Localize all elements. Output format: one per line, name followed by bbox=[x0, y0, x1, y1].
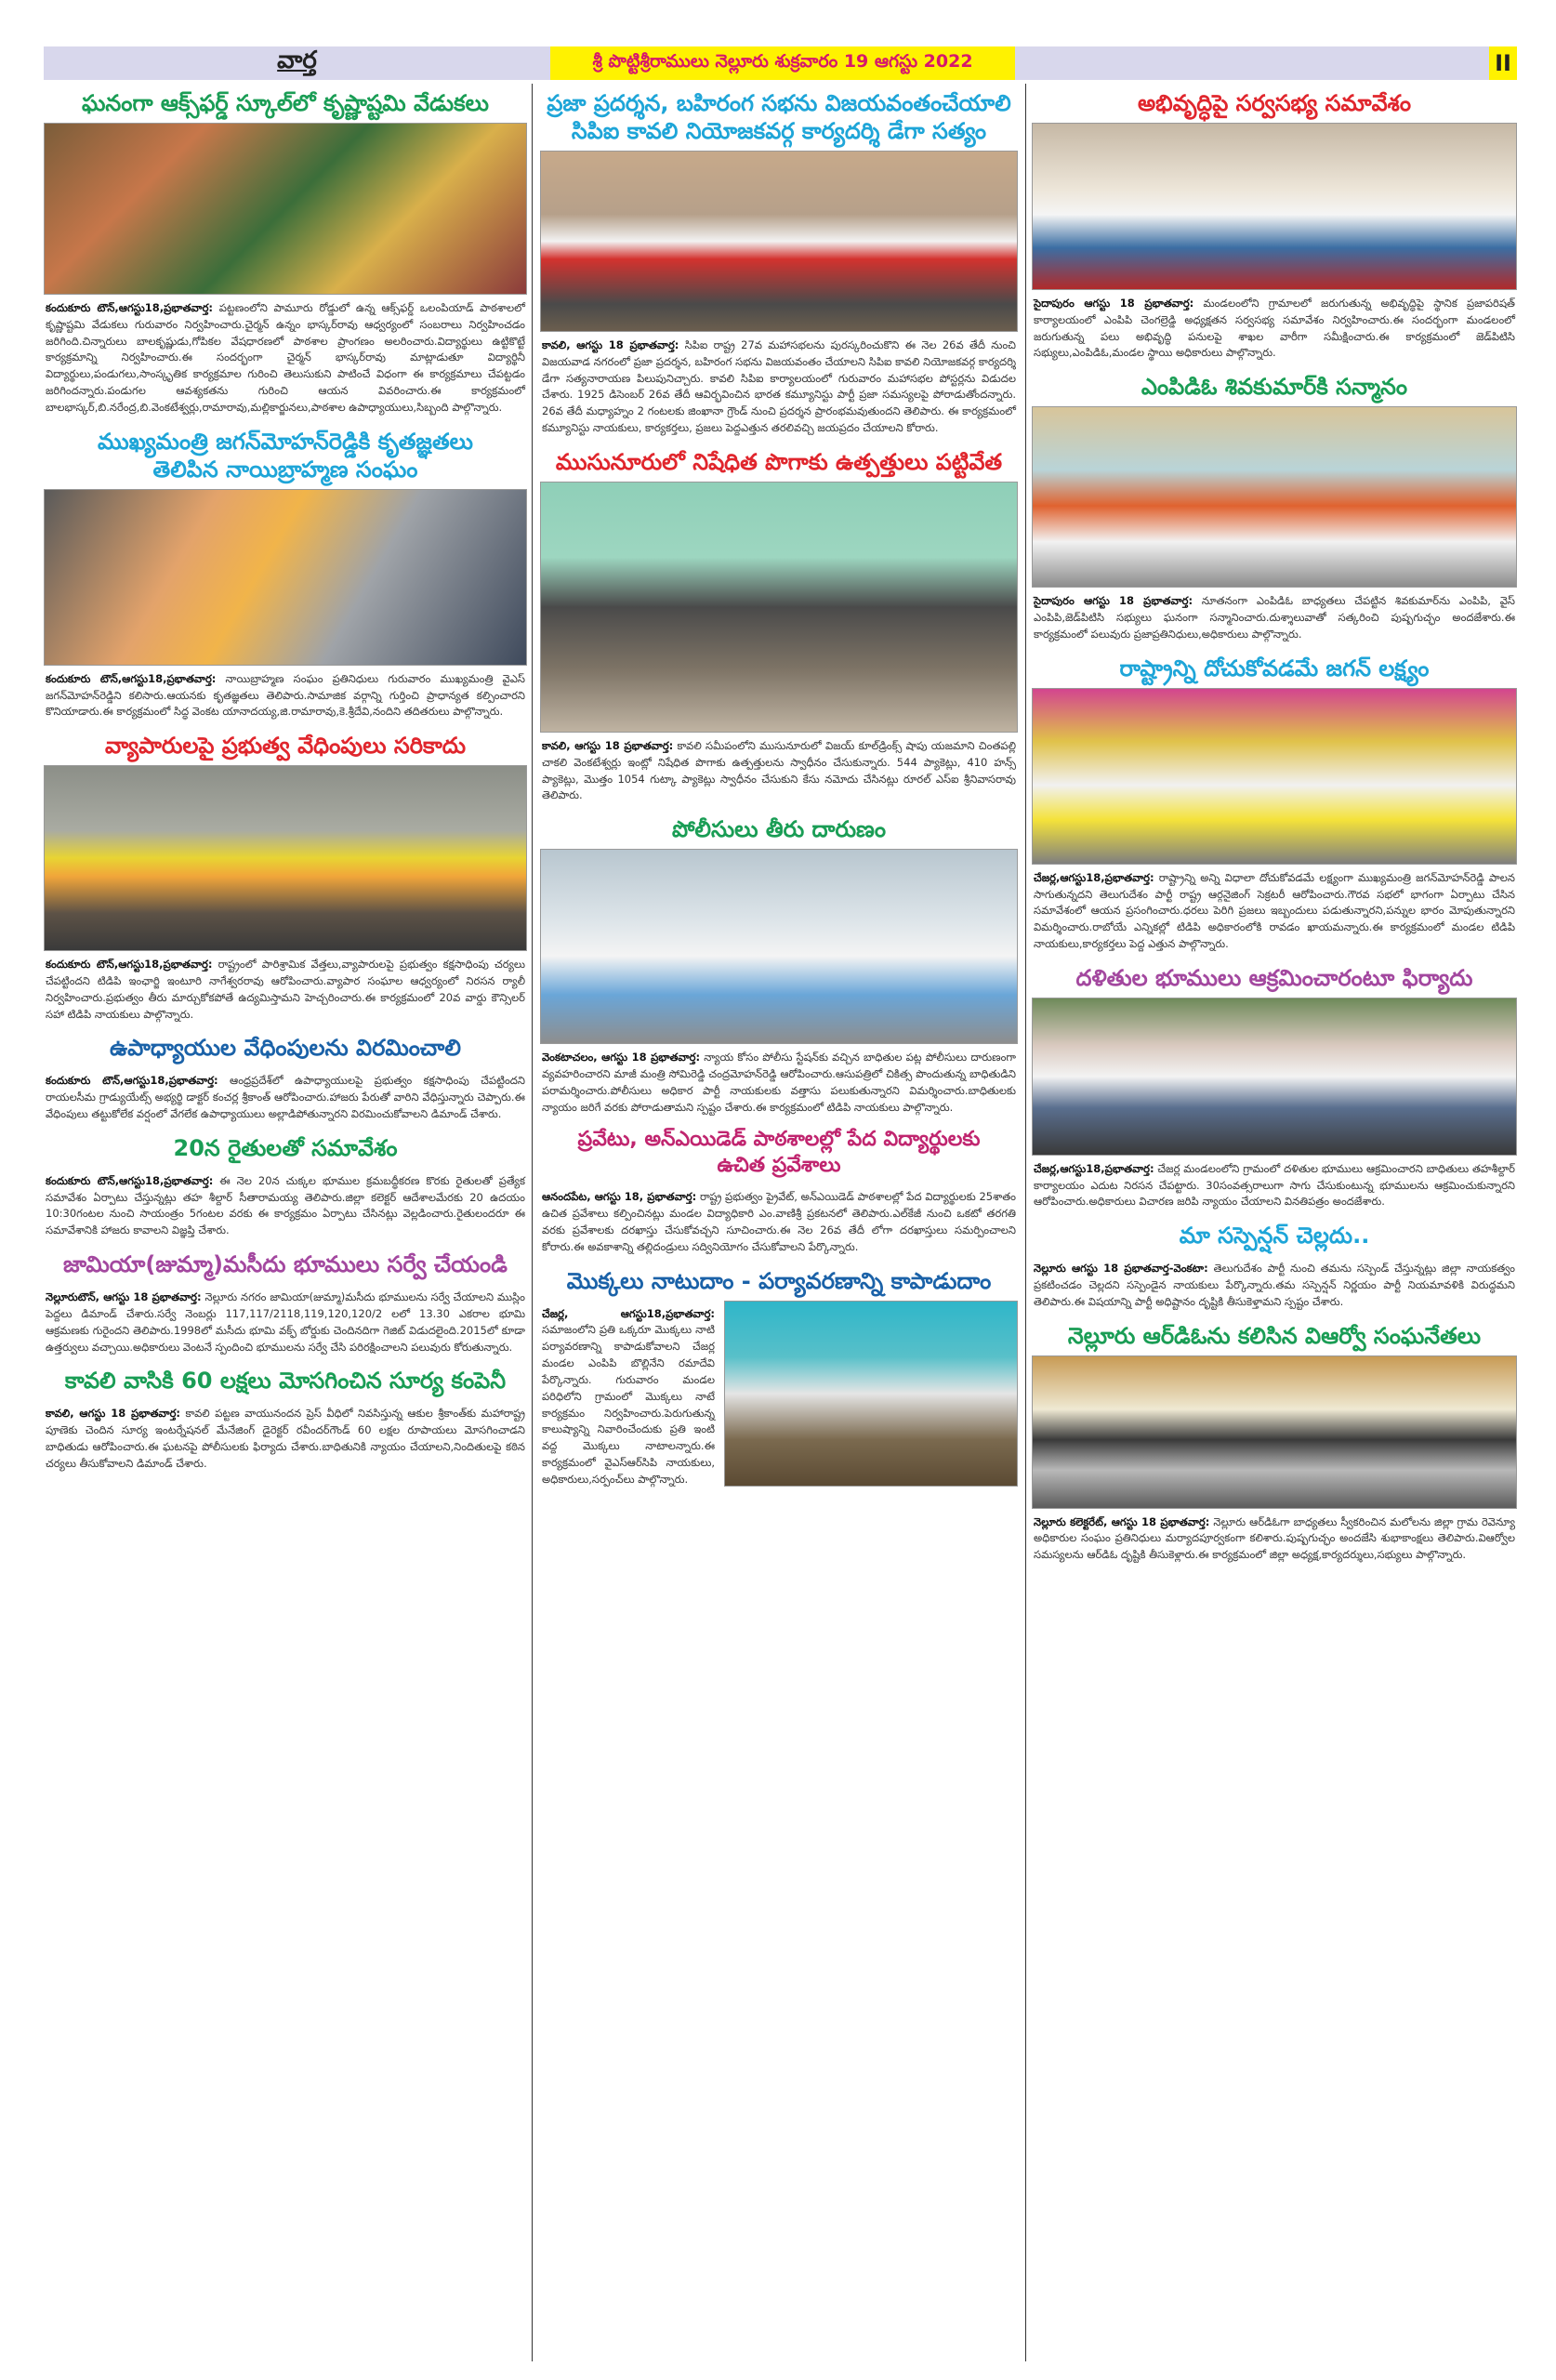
headline: పోలీసులు తీరు దారుణం bbox=[672, 816, 886, 843]
tobacco-seizure-photo bbox=[540, 482, 1018, 733]
headline bbox=[540, 1121, 1018, 1183]
article-tree-planting bbox=[540, 1262, 1018, 1494]
body-text: రాష్ట్రంలో పారిశ్రామిక వేత్తలు,వ్యాపారులపై ప్రభుత్వం కక్షసాధింపు చర్యలు చేపట్టిందని టిడిపి ఇంఛార్జి ఇంటూరి నాగేశ్వరరావు ఆరోపించారు.వ్యాపార సంఘాల ఆధ్వర్యంలో నిరసన ర్యాలీ నిర్వహించారు.ప్రభుత్వం తీరు మార్చుకోకపోతే ఉద్యమిస్తామని హెచ్చరించారు.ఈ కార్యక్రమంలో 20వ వార్డు కౌన్సిలర్ సహా టిడిపి నాయకులు పాల్గొన్నారు. bbox=[46, 958, 525, 1021]
article-vro-association bbox=[1032, 1316, 1517, 1569]
dateline: కందుకూరు టౌన్,ఆగస్టు18,ప్రభాతవార్త: bbox=[46, 958, 213, 972]
article-body bbox=[44, 666, 527, 726]
body-text: ఈ నెల 20న చుక్కల భూముల క్రమబద్ధీకరణ కొరకు రైతులతో ప్రత్యేక సమావేశం ఏర్పాటు చేస్తున్నట్లు తహ శీల్దార్ సీతారామయ్య తెలిపారు.జిల్లా కలెక్టర్ ఆదేశాలమేరకు 20 ఉదయం 10:30గంటల నుంచి సాయంత్రం 5గంటల వరకు ఈ కార్యక్రమం ఏర్పాటు చేసినట్లు వెల్లడించారు.రైతులందరూ ఈ సమావేశానికి హాజరు కావాలని విజ్ఞప్తి చేశారు. bbox=[46, 1173, 525, 1237]
body-text: తెలుగుదేశం పార్టీ నుంచి తమను సస్పెండ్ చేస్తున్నట్లు జిల్లా నాయకత్వం ప్రకటించడం చెల్లదని సస్పెండైన నాయకులు పేర్కొన్నారు.తమ సస్పెన్షన్ నిర్ణయం పార్టీ నియమావళికి విరుద్ధమని తెలిపారు.ఈ విషయాన్ని పార్టీ అధిష్టానం దృష్టికి తీసుకెళ్తామని స్పష్టం చేశారు. bbox=[1034, 1262, 1516, 1308]
dateline: కందుకూరు టౌన్,ఆగస్టు18,ప్రభాతవార్త: bbox=[46, 1173, 214, 1187]
general-body-meeting-photo bbox=[1032, 123, 1517, 290]
article-body bbox=[1032, 290, 1517, 367]
body-text: నాయిబ్రాహ్మణ సంఘం ప్రతినిధులు గురువారం ముఖ్యమంత్రి వైఎస్ జగన్‌మోహన్‌రెడ్డిని కలిసారు.ఆయనకు కృతజ్ఞతలు తెలిపారు.సామాజిక వర్గాన్ని గుర్తించి ప్రాధాన్యత కల్పించారని కొనియాడారు.ఈ కార్యక్రమంలో సిద్ధ వెంకట యానాదయ్య,జి.రామారావు,కె.శ్రీదేవి,నందిని తదితరులు పాల్గొన్నారు. bbox=[46, 671, 525, 719]
article-body bbox=[44, 1284, 527, 1361]
body-text: కావలి పట్టణ వాయునందన ప్రెస్ వీధిలో నివసిస్తున్న ఆకుల శ్రీకాంత్‌కు మహారాష్ట్ర పూణెకు చెందిన సూర్య ఇంటర్నేషనల్ మేనేజింగ్ డైరెక్టర్ రవీందర్‌గౌండ్ 60 లక్షల రూపాయలు మోసగించాడని బాధితుడు ఆరోపించారు.ఈ ఘటనపై పోలీసులకు ఫిర్యాదు చేశారు.బాధితునికి న్యాయం చేయాలని,నిందితులపై కఠిన చర్యలు తీసుకోవాలని డిమాండ్ చేశారు. bbox=[46, 1407, 525, 1470]
headline: ముసునూరులో నిషేధిత పొగాకు ఉత్పత్తులు పట్టివేత bbox=[555, 448, 1003, 475]
dateline: సైదాపురం ఆగస్టు 18 ప్రభాతవార్త: bbox=[1034, 594, 1193, 608]
body-text: కావలి సమీపంలోని ముసునూరులో విజయ్ కూల్‌డ్రింక్స్ షాపు యజమాని చింతపల్లి చాకలి వెంకటేశ్వర్లు ఇంట్లో నిషేధిత పొగాకు ఉత్పత్తులను స్వాధీనం చేసుకున్నారు. 544 ప్యాకెట్లు, 410 హన్స్ ప్యాకెట్లు, మొత్తం 1054 గుట్కా ప్యాకెట్లు స్వాధీనం చేసుకుని కేసు నమోదు చేసినట్లు రూరల్ ఎస్ఐ శ్రీనివాసరావు తెలిపారు. bbox=[542, 738, 1016, 802]
article-body bbox=[540, 332, 1018, 443]
tdp-meeting-photo bbox=[1032, 688, 1517, 865]
dateline: వెంకటాచలం, ఆగస్టు 18 ప్రభాతవార్త: bbox=[542, 1051, 701, 1064]
dateline: కందుకూరు టౌన్,ఆగస్టు18,ప్రభాతవార్త: bbox=[46, 1074, 218, 1088]
headline: ఘనంగా ఆక్స్‌ఫర్డ్ స్కూల్‌లో కృష్ణాష్టమి వేడుకలు bbox=[82, 90, 489, 116]
dateline: చేజర్ల, ఆగస్టు18,ప్రభాతవార్త: bbox=[542, 1306, 715, 1320]
headline: రాష్ట్రాన్ని దోచుకోవడమే జగన్ లక్ష్యం bbox=[1119, 654, 1430, 681]
article-mpdo-felicitation bbox=[1032, 367, 1517, 648]
article-nayi-brahmana bbox=[44, 422, 527, 726]
dateline: నెల్లూరుటౌన్, ఆగస్టు 18 ప్రభాతవార్త: bbox=[46, 1290, 202, 1304]
article-dalit-lands bbox=[1032, 959, 1517, 1216]
body-text: సిపిఐ రాష్ట్ర 27వ మహాసభలను పురస్కరించుకొని ఈ నెల 26వ తేదీ నుంచి విజయవాడ నగరంలో ప్రజా ప్రదర్శన, బహిరంగ సభను విజయవంతం చేయాలని సిపిఐ కావలి నియోజకవర్గ కార్యదర్శి డేగా సత్యనారాయణ పిలుపునిచ్చారు. కావలి సిపిఐ కార్యాలయంలో గురువారం మహాసభల పోస్టర్లను విడుదల చేశారు. 1925 డిసెంబర్ 26వ తేదీ ఆవిర్భవించిన భారత కమ్యూనిస్టు పార్టీ ప్రజా సమస్యలపై పోరాడుతోందన్నారు. 26వ తేదీ మధ్యాహ్నం 2 గంటలకు జింఖానా గ్రౌండ్ నుంచి ప్రదర్శన ప్రారంభమవుతుందని తెలిపారు. ఈ కార్యక్రమంలో కమ్యూనిస్టు నాయకులు, కార్యకర్తలు, ప్రజలు పెద్దఎత్తున తరలివచ్చి జయప్రదం చేయాలని కోరారు. bbox=[542, 338, 1017, 435]
article-farmers-meeting bbox=[44, 1129, 527, 1245]
headline-line-2: తెలిపిన నాయిబ్రాహ్మణ సంఘం bbox=[152, 456, 418, 483]
body-text: నూతనంగా ఎంపిడిఓ బాధ్యతలు చేపట్టిన శివకుమార్‌ను ఎంపిపి, వైస్ ఎంపిపి,జెడ్‌పిటిసి సభ్యులు ఘనంగా సన్మానించారు.దుశ్శాలువాతో సత్కరించి పుష్పగుచ్ఛం అందజేశారు.ఈ కార్యక్రమంలో పలువురు ప్రజాప్రతినిధులు,అధికారులు పాల్గొన్నారు. bbox=[1034, 594, 1515, 641]
headline-line-1: ప్రజా ప్రదర్శన, బహిరంగ సభను విజయవంతంచేయాలి bbox=[547, 90, 1011, 116]
article-body bbox=[1032, 588, 1517, 648]
nayi-brahmana-photo bbox=[44, 489, 527, 666]
hospital-visit-photo bbox=[540, 849, 1018, 1044]
article-general-body bbox=[1032, 84, 1517, 367]
headline-line-2: ఉచిత ప్రవేశాలు bbox=[717, 1153, 841, 1177]
body-text: నెల్లూరు నగరం జామియా(జుమ్మా)మసీదు భూములను సర్వే చేయాలని ముస్లిం పెద్దలు డిమాండ్ చేశారు.సర్వే నెంబర్లు 117,117/2118,119,120,120/2 లలో 13.30 ఎకరాల భూమి ఆక్రమణకు గురైందని తెలిపారు.1998లో మసీదు భూమి వక్ఫ్ బోర్డుకు చెందినదిగా గెజిట్ విడుదలైంది.2015లో కూడా ఉత్తర్వులు వచ్చాయి.అధికారులు వెంటనే స్పందించి భూములను సర్వే చేసి పరిరక్షించాలని పలువురు కోరుతున్నారు. bbox=[46, 1290, 526, 1354]
article-body bbox=[1032, 1509, 1517, 1569]
dateline: సైదాపురం ఆగస్టు 18 ప్రభాతవార్త: bbox=[1034, 297, 1194, 310]
body-text: రాష్ట్ర ప్రభుత్వం ప్రైవేట్, అన్‌ఎయిడెడ్ పాఠశాలల్లో పేద విద్యార్థులకు 25శాతం ఉచిత ప్రవేశాలు కల్పించినట్లు మండల విద్యాధికారి ఎం.వాణిశ్రీ ప్రకటనలో తెలిపారు.ఎల్‌కేజీ నుంచి ఒకటో తరగతి వరకు ప్రవేశాలకు దరఖాస్తు చేసుకోవచ్చని సూచించారు.ఈ నెల 26వ తేదీ లోగా దరఖాస్తులు సమర్పించాలని కోరారు.ఈ అవకాశాన్ని తల్లిదండ్రులు సద్వినియోగం చేసుకోవాలని పేర్కొన్నారు. bbox=[542, 1190, 1016, 1253]
vro-association-photo bbox=[1032, 1355, 1517, 1509]
article-body bbox=[1032, 1156, 1517, 1216]
cpi-poster-photo bbox=[540, 151, 1018, 332]
tree-planting-photo bbox=[724, 1301, 1018, 1487]
body-text: చేజర్ల మండలంలోని గ్రామంలో దళితుల భూములు ఆక్రమించారని బాధితులు తహశీల్దార్ కార్యాలయం ఎదుట నిరసన చేపట్టారు. 30సంవత్సరాలుగా సాగు చేసుకుంటున్న భూములను ఆక్రమించుకున్నారని ఆరోపించారు.అధికారులు విచారణ జరిపి న్యాయం చేయాలని వినతిపత్రం అందజేశారు. bbox=[1034, 1161, 1515, 1209]
dateline: నెల్లూరు ఆగస్టు 18 ప్రభాతవార్త-వెంకటా: bbox=[1034, 1262, 1208, 1276]
dalit-protest-photo bbox=[1032, 998, 1517, 1156]
article-body bbox=[540, 733, 1018, 810]
headline bbox=[44, 422, 527, 489]
article-body bbox=[540, 1044, 1018, 1121]
body-text: రాష్ట్రాన్ని అన్ని విధాలా దోచుకోవడమే లక్ష్యంగా ముఖ్యమంత్రి జగన్‌మోహన్‌రెడ్డి పాలన సాగుతున్నదని తెలుగుదేశం పార్టీ రాష్ట్ర ఆర్గనైజింగ్ సెక్రటరీ ఆరోపించారు.గౌరవ సభలో భాగంగా ఏర్పాటు చేసిన సమావేశంలో ఆయన ప్రసంగించారు.ధరలు పెరిగి ప్రజలు ఇబ్బందులు పడుతున్నారని,పన్నుల భారం మోపుతున్నారని విమర్శించారు.రాబోయే ఎన్నికల్లో టిడిపి అధికారంలోకి రావడం ఖాయమన్నారు.ఈ కార్యక్రమంలో మండల టిడిపి నాయకులు,కార్యకర్తలు పెద్ద ఎత్తున పాల్గొన్నారు. bbox=[1034, 870, 1515, 950]
headline: అభివృద్ధిపై సర్వసభ్య సమావేశం bbox=[1137, 90, 1412, 116]
traders-rally-photo bbox=[44, 765, 527, 951]
article-body bbox=[44, 1400, 527, 1477]
headline: కావలి వాసికి 60 లక్షలు మోసగించిన సూర్య కంపెనీ bbox=[64, 1368, 507, 1395]
article-teachers bbox=[44, 1028, 527, 1128]
headline: నెల్లూరు ఆర్‌డిఓను కలిసిన విఆర్వో సంఘనేతలు bbox=[1067, 1322, 1482, 1349]
headline: మొక్కలు నాటుదాం - పర్యావరణాన్ని కాపాడుదాం bbox=[566, 1267, 992, 1294]
body-text: మండలంలోని గ్రామాలలో జరుగుతున్న అభివృద్ధిపై స్థానిక ప్రజాపరిషత్ కార్యాలయంలో ఎంపిపి చెంగల్రెడ్డి అధ్యక్షతన సర్వసభ్య సమావేశం నిర్వహించారు.ఈ సందర్భంగా మండలంలో జరుగుతున్న పలు అభివృద్ధి పనులపై శాఖల వారీగా సమీక్షించారు.ఈ కార్యక్రమంలో జెడ్‌పిటిసి సభ్యులు,ఎంపిడిఓ,మండల స్థాయి అధికారులు పాల్గొన్నారు. bbox=[1034, 297, 1515, 360]
body-text: పట్టణంలోని పామూరు రోడ్డులో ఉన్న ఆక్స్‌ఫర్డ్ ఒలంపియాడ్ పాఠశాలలో కృష్ణాష్టమి వేడుకలు గురువారం నిర్వహించారు.చైర్మన్ ఉన్నం భాస్కర్‌రావు ఆధ్వర్యంలో సంబరాలు నిర్వహించడం జరిగింది.చిన్నారులు బాలకృష్ణుడు,గోపికల వేషధారణలో పాఠశాల ప్రాంగణం అలరించారు.విద్యార్థులు ఉట్టికొట్టే కార్యక్రమాన్ని నిర్వహించారు.ఈ సందర్భంగా చైర్మన్ భాస్కర్‌రావు మాట్లాడుతూ విద్యార్థినీ విద్యార్థులు,పండుగలు,సాంస్కృతిక కార్యక్రమాల గురించి తెలుసుకుని పాటించే విధంగా ఈ కార్యక్రమాలు చేపట్టడం జరిగిందన్నారు.పండుగల ఆవశ్యకతను గురించి ఆయన వివరించారు.ఈ కార్యక్రమంలో బాలభాస్కర్,బి.నరేంద్ర,బి.వెంకటేశ్వర్లు,రామారావు,మల్లికార్జునలు,పాఠశాల ఉపాధ్యాయులు,సిబ్బంది పాల్గొన్నారు. bbox=[46, 301, 525, 414]
article-krishnashtami bbox=[44, 84, 527, 422]
dateline: చేజర్ల,ఆగస్టు18,ప్రభాతవార్త: bbox=[1034, 1161, 1154, 1175]
dateline: ఆనందపేట, ఆగస్టు 18, ప్రభాతవార్త: bbox=[542, 1190, 697, 1204]
headline: మా సస్పెన్షన్ చెల్లదు.. bbox=[1179, 1223, 1370, 1250]
body-text: సమాజంలోని ప్రతి ఒక్కరూ మొక్కలు నాటి పర్యావరణాన్ని కాపాడుకోవాలని చేజర్ల మండల ఎంపిపి బొల్లినేని రమాదేవి పేర్కొన్నారు. గురువారం మండల పరిధిలోని గ్రామంలో మొక్కలు నాటే కార్యక్రమం నిర్వహించారు.పెరుగుతున్న కాలుష్యాన్ని నివారించేందుకు ప్రతి ఇంటి వద్ద మొక్కలు నాటాలన్నారు.ఈ కార్యక్రమంలో వైఎస్ఆర్‌సిపి నాయకులు, అధికారులు,సర్పంచ్‌లు పాల్గొన్నారు. bbox=[542, 1323, 715, 1486]
dateline: కావలి, ఆగస్టు 18 ప్రభాతవార్త: bbox=[542, 338, 679, 351]
body-text: న్యాయ కోసం పోలీసు స్టేషన్‌కు వచ్చిన బాధితుల పట్ల పోలీసులు దారుణంగా వ్యవహరించారని మాజీ మంత్రి సోమిరెడ్డి చంద్రమోహన్‌రెడ్డి ఆరోపించారు.ఆసుపత్రిలో చికిత్స పొందుతున్న బాధితుడిని పరామర్శించారు.పోలీసులు అధికార పార్టీ నాయకులకు వత్తాసు పలుకుతున్నారని విమర్శించారు.బాధితులకు న్యాయం జరిగే వరకు పోరాడుతామని స్పష్టం చేశారు.ఈ కార్యక్రమంలో టిడిపి నాయకులు పాల్గొన్నారు. bbox=[542, 1051, 1016, 1114]
column-right bbox=[1032, 84, 1517, 2361]
headline-line-1: ప్రవేటు, అన్‌ఎయిడెడ్ పాఠశాలల్లో పేద విద్యార్థులకు bbox=[577, 1128, 981, 1152]
article-tobacco-seizure bbox=[540, 443, 1018, 810]
dateline: కందుకూరు టౌన్,ఆగస్టు18,ప్రభాతవార్త: bbox=[46, 671, 217, 685]
article-body bbox=[1032, 1255, 1517, 1316]
headline: ఎంపిడిఓ శివకుమార్‌కి సన్మానం bbox=[1141, 374, 1408, 401]
body-text: ఆంధ్రప్రదేశ్‌లో ఉపాధ్యాయులపై ప్రభుత్వం కక్షసాధింపు చేపట్టిందని రాయలసీమ గ్రాడ్యుయేట్స్ అభ్యర్థి డాక్టర్ కంచర్ల శ్రీకాంత్ ఆరోపించారు.హాజరు పేరుతో వారిని వేధిస్తున్నారు చెప్పారు.ఈ వేధింపులు తట్టుకోలేక వర్షంలో వేగలేక ఉపాధ్యాయులు అల్లాడిపోతున్నారని విరమించుకోవాలని డిమాండ్ చేశారు. bbox=[46, 1074, 525, 1120]
headline bbox=[540, 84, 1018, 151]
article-surya-company bbox=[44, 1361, 527, 1477]
article-body bbox=[44, 1067, 527, 1128]
article-cpi-rally bbox=[540, 84, 1018, 443]
newspaper-logo: వార్త bbox=[277, 46, 317, 74]
page-number: II bbox=[1489, 46, 1517, 80]
column-left bbox=[44, 84, 527, 2361]
article-masjid-lands bbox=[44, 1245, 527, 1361]
felicitation-photo bbox=[1032, 406, 1517, 588]
article-body bbox=[44, 951, 527, 1028]
krishnashtami-photo bbox=[44, 123, 527, 295]
article-body bbox=[44, 295, 527, 422]
headline: వ్యాపారులపై ప్రభుత్వ వేధింపులు సరికాదు bbox=[104, 733, 467, 760]
dateline: చేజర్ల,ఆగస్టు18,ప్రభాతవార్త: bbox=[1034, 870, 1154, 884]
masthead bbox=[44, 46, 1517, 80]
article-split bbox=[540, 1301, 1018, 1494]
headline: ఉపాధ్యాయుల వేధింపులను విరమించాలి bbox=[110, 1035, 461, 1062]
article-body bbox=[1032, 865, 1517, 959]
headline-line-1: ముఖ్యమంత్రి జగన్‌మోహన్‌రెడ్డికి కృతజ్ఞతలు bbox=[98, 428, 473, 455]
article-body bbox=[540, 1183, 1018, 1261]
dateline: కందుకూరు టౌన్,ఆగస్టు18,ప్రభాతవార్త: bbox=[46, 301, 214, 314]
article-jagan-loot bbox=[1032, 649, 1517, 959]
headline-line-2: సిపిఐ కావలి నియోజకవర్గ కార్యదర్శి డేగా సత్యం bbox=[571, 118, 987, 144]
headline: జామియా(జుమ్మా)మసీదు భూములు సర్వే చేయండి bbox=[63, 1251, 508, 1278]
article-body bbox=[540, 1301, 717, 1494]
dateline: నెల్లూరు కలెక్టరేట్, ఆగస్టు 18 ప్రభాతవార్త: bbox=[1034, 1514, 1210, 1528]
article-body bbox=[44, 1168, 527, 1245]
headline: 20న రైతులతో సమావేశం bbox=[173, 1134, 398, 1161]
article-traders bbox=[44, 726, 527, 1028]
article-suspension bbox=[1032, 1216, 1517, 1316]
body-text: నెల్లూరు ఆర్‌డిఓగా బాధ్యతలు స్వీకరించిన మలోలను జిల్లా గ్రామ రెవెన్యూ అధికారుల సంఘం ప్రతినిధులు మర్యాదపూర్వకంగా కలిశారు.పుష్పగుచ్ఛం అందజేసి శుభాకాంక్షలు తెలిపారు.విఆర్వోల సమస్యలను ఆర్‌డిఓ దృష్టికి తీసుకెళ్లారు.ఈ కార్యక్రమంలో జిల్లా అధ్యక్ష,కార్యదర్శులు,సభ్యులు పాల్గొన్నారు. bbox=[1034, 1514, 1515, 1562]
column-middle bbox=[532, 84, 1026, 2361]
headline: దళితుల భూములు ఆక్రమించారంటూ ఫిర్యాదు bbox=[1075, 964, 1473, 991]
dateline: కావలి, ఆగస్టు 18 ప్రభాతవార్త: bbox=[46, 1407, 180, 1421]
article-police-atrocity bbox=[540, 810, 1018, 1121]
dateline: కావలి, ఆగస్టు 18 ప్రభాతవార్త: bbox=[542, 738, 674, 752]
article-free-admissions bbox=[540, 1121, 1018, 1261]
date-line: శ్రీ పొట్టిశ్రీరాములు నెల్లూరు శుక్రవారం 19 ఆగస్టు 2022 bbox=[550, 46, 1015, 80]
